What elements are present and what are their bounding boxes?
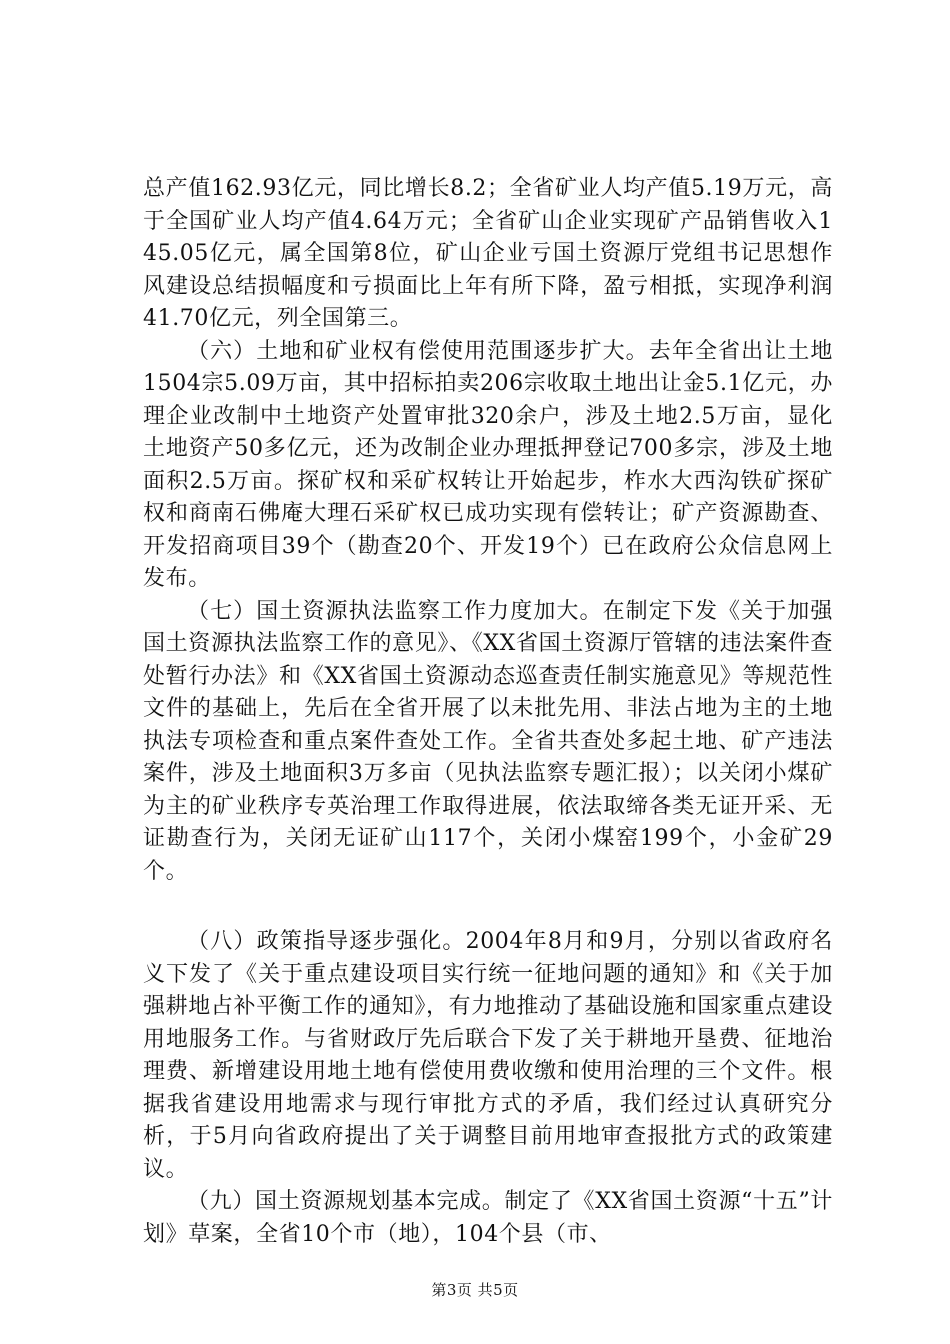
paragraph-spacer bbox=[143, 888, 833, 926]
paragraph-policy-guidance: （八）政策指导逐步强化。2004年8月和9月，分别以省政府名义下发了《关于重点建设项目实行统一征地问题的通知》和《关于加强耕地占补平衡工作的通知》，有力地推动了基础设施和国家重点建设用地服务工作。与省财政厅先后联合下发了关于耕地开垦费、征地治理费、新增建设用地土地有偿使用费收缴和使用治理的三个文件。根据我省建设用地需求与现行审批方式的矛盾，我们经过认真研究分析，于5月向省政府提出了关于调整目前用地审查报批方式的政策建议。 bbox=[143, 929, 833, 1182]
paragraph-resource-planning: （九）国土资源规划基本完成。制定了《XX省国土资源“十五”计划》草案，全省10个市（地），104个县（市、 bbox=[143, 1189, 833, 1247]
document-body bbox=[143, 173, 833, 1251]
paragraph-land-mining-rights: （六）土地和矿业权有偿使用范围逐步扩大。去年全省出让土地1504宗5.09万亩，其中招标拍卖206宗收取土地出让金5.1亿元，办理企业改制中土地资产处置审批320余户，涉及土地2.5万亩，显化土地资产50多亿元，还为改制企业办理抵押登记700多宗，涉及土地面积2.5万亩。探矿权和采矿权转让开始起步，柞水大西沟铁矿探矿权和商南石佛庵大理石采矿权已成功实现有偿转让；矿产资源勘查、开发招商项目39个（勘查20个、开发19个）已在政府公众信息网上发布。 bbox=[143, 338, 833, 591]
page-footer bbox=[0, 1281, 950, 1299]
paragraph-law-enforcement: （七）国土资源执法监察工作力度加大。在制定下发《关于加强国土资源执法监察工作的意见》、《XX省国土资源厅管辖的违法案件查处暂行办法》和《XX省国土资源动态巡查责任制实施意见》等规范性文件的基础上，先后在全省开展了以未批先用、非法占地为主的土地执法专项检查和重点案件查处工作。全省共查处多起土地、矿产违法案件，涉及土地面积3万多亩（见执法监察专题汇报）；以关闭小煤矿为主的矿业秩序专英治理工作取得进展，依法取缔各类无证开采、无证勘查行为，关闭无证矿山117个，关闭小煤窑199个，小金矿29个。 bbox=[143, 598, 833, 884]
page-number-label: 第3页 共5页 bbox=[431, 1281, 519, 1299]
paragraph-output-summary: 总产值162.93亿元，同比增长8.2；全省矿业人均产值5.19万元，高于全国矿业人均产值4.64万元；全省矿山企业实现矿产品销售收入145.05亿元，属全国第8位，矿山企业亏国土资源厅党组书记思想作风建设总结损幅度和亏损面比上年有所下降，盈亏相抵，实现净利润41.70亿元，列全国第三。 bbox=[143, 176, 833, 331]
